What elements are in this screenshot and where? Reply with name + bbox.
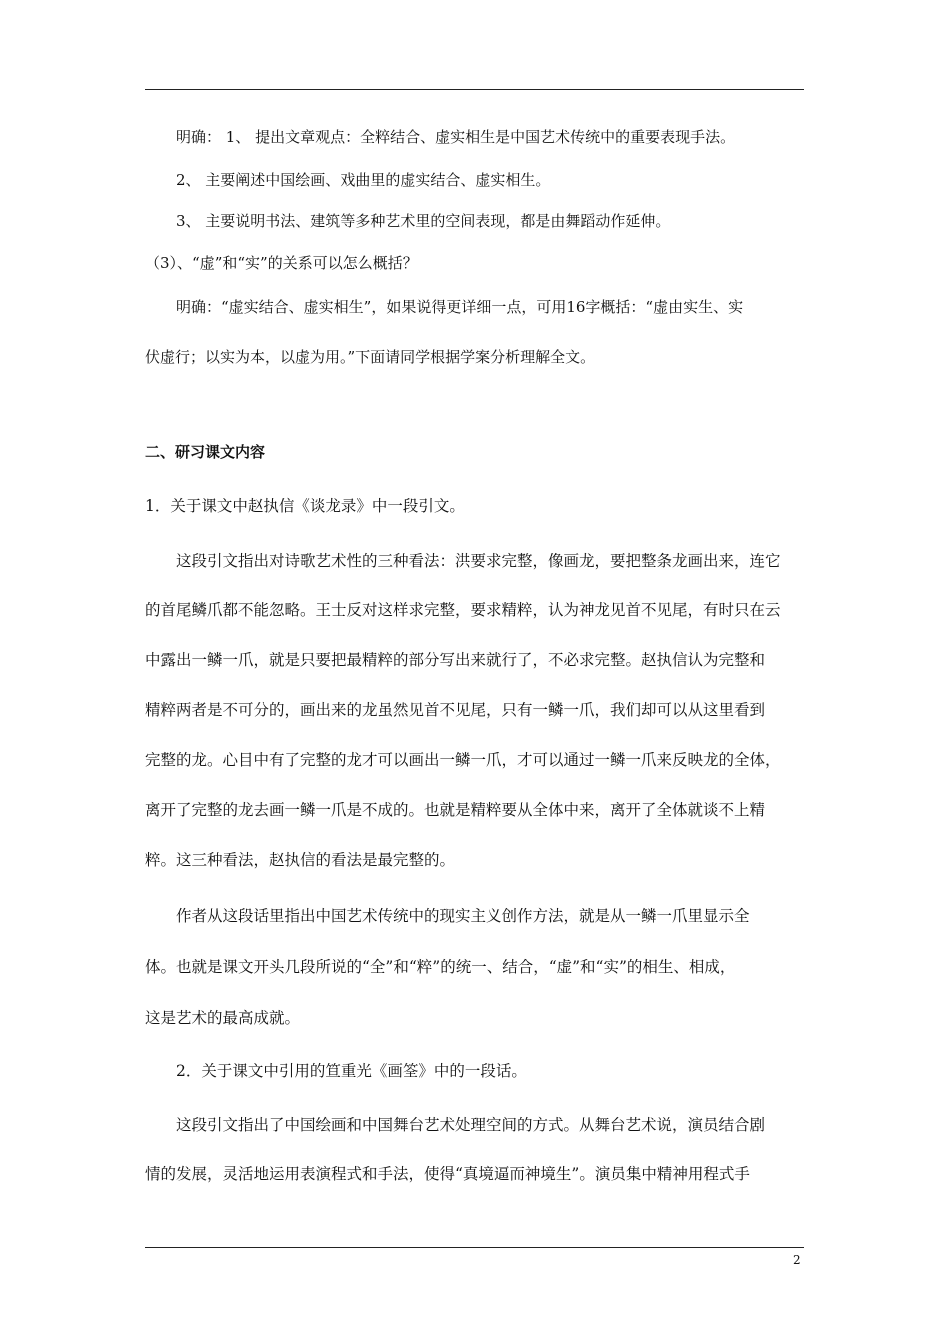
paragraph-1-line-5: 完整的龙。心目中有了完整的龙才可以画出一鳞一爪，才可以通过一鳞一爪来反映龙的全体，	[145, 751, 781, 769]
paragraph-1-line-1: 这段引文指出对诗歌艺术性的三种看法：洪要求完整，像画龙，要把整条龙画出来，连它	[176, 552, 781, 570]
answer-3-line-2: 伏虚行；以实为本，以虚为用。”下面请同学根据学案分析理解全文。	[145, 348, 596, 366]
paragraph-1-line-4: 精粹两者是不可分的，画出来的龙虽然见首不见尾，只有一鳞一爪，我们却可以从这里看到	[145, 701, 766, 719]
paragraph-1-line-7: 粹。这三种看法，赵执信的看法是最完整的。	[145, 851, 456, 869]
answer-line-3: 3、 主要说明书法、建筑等多种艺术里的空间表现，都是由舞蹈动作延伸。	[176, 212, 671, 230]
paragraph-2-line-2: 体。也就是课文开头几段所说的“全”和“粹”的统一、结合，“虚”和“实”的相生、相成，	[145, 958, 736, 976]
answer-3-line-1: 明确：“虚实结合、虚实相生”，如果说得更详细一点，可用16字概括：“虚由实生、实	[176, 298, 744, 316]
page-number: 2	[793, 1253, 801, 1267]
item-1-title: 1．关于课文中赵执信《谈龙录》中一段引文。	[145, 497, 465, 515]
paragraph-2-line-1: 作者从这段话里指出中国艺术传统中的现实主义创作方法，就是从一鳞一爪里显示全	[176, 907, 750, 925]
paragraph-3-line-1: 这段引文指出了中国绘画和中国舞台艺术处理空间的方式。从舞台艺术说，演员结合剧	[176, 1116, 766, 1134]
answer-line-1: 明确： 1、 提出文章观点：全粹结合、虚实相生是中国艺术传统中的重要表现手法。	[176, 128, 736, 146]
section-heading: 二、研习课文内容	[145, 443, 266, 461]
paragraph-1-line-2: 的首尾鳞爪都不能忽略。王士反对这样求完整，要求精粹，认为神龙见首不见尾，有时只在云	[145, 601, 781, 619]
header-rule	[145, 89, 804, 90]
paragraph-2-line-3: 这是艺术的最高成就。	[145, 1009, 301, 1027]
paragraph-1-line-3: 中露出一鳞一爪，就是只要把最精粹的部分写出来就行了，不必求完整。赵执信认为完整和	[145, 651, 766, 669]
answer-line-2: 2、 主要阐述中国绘画、戏曲里的虚实结合、虚实相生。	[176, 171, 551, 189]
question-3: （3）、“虚”和“实”的关系可以怎么概括？	[145, 254, 418, 272]
paragraph-1-line-6: 离开了完整的龙去画一鳞一爪是不成的。也就是精粹要从全体中来，离开了全体就谈不上精	[145, 801, 766, 819]
footer-rule	[145, 1247, 804, 1248]
paragraph-3-line-2: 情的发展，灵活地运用表演程式和手法，使得“真境逼而神境生”。演员集中精神用程式手	[145, 1165, 750, 1183]
item-2-title: 2．关于课文中引用的笪重光《画筌》中的一段话。	[176, 1062, 527, 1080]
